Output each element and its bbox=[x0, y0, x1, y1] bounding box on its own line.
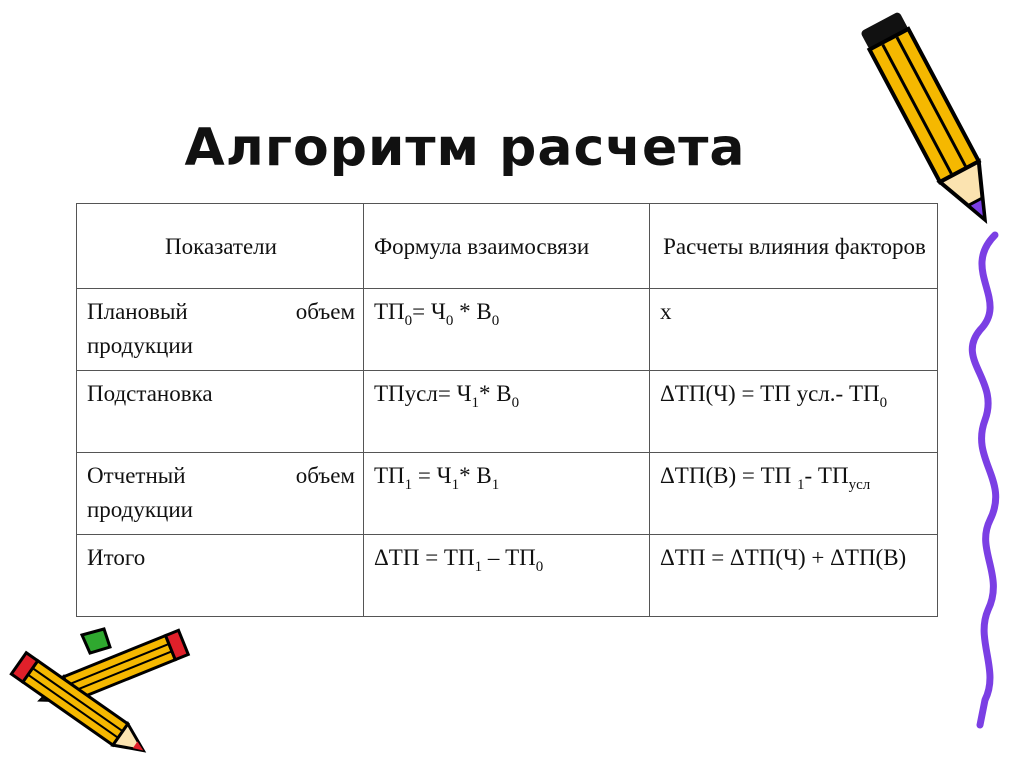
row-calc: х bbox=[650, 289, 938, 371]
row-label: Отчетный объем продукции bbox=[77, 453, 364, 535]
row-formula: ТПусл= $Ч_1*$ $В_0$ bbox=[364, 371, 650, 453]
table-row bbox=[77, 289, 938, 371]
row-label: Подстановка bbox=[77, 371, 364, 453]
row-calc: ΔТП = ΔТП(Ч) + ΔТП(В) bbox=[650, 535, 938, 617]
table-header-row bbox=[77, 204, 938, 289]
header-factor-calc: Расчеты влияния факторов bbox=[650, 204, 938, 289]
row-calc: ΔТП(Ч) = ТП усл.- $ТП_0$ bbox=[650, 371, 938, 453]
table-row bbox=[77, 535, 938, 617]
row-calc: ΔТП(В) = ТП $_1$- $ТП_{усл}$ bbox=[650, 453, 938, 535]
table-row bbox=[77, 453, 938, 535]
header-indicators: Показатели bbox=[77, 204, 364, 289]
squiggle-line-icon bbox=[950, 230, 1020, 730]
header-formula: Формула взаимосвязи bbox=[364, 204, 650, 289]
row-formula: $ТП_1 = Ч_1*$ $В_1$ bbox=[364, 453, 650, 535]
pencil-icon bbox=[858, 0, 1008, 245]
table-row bbox=[77, 371, 938, 453]
row-formula: $ТП_0= Ч_0 * В_0$ bbox=[364, 289, 650, 371]
algorithm-table bbox=[76, 203, 938, 617]
crossed-pencils-icon bbox=[0, 615, 210, 765]
row-formula: $\Delta ТП = ТП_1 - ТП_0$ bbox=[364, 535, 650, 617]
row-label: Плановый объем продукции bbox=[77, 289, 364, 371]
row-label: Итого bbox=[77, 535, 364, 617]
slide-title: Алгоритм расчета bbox=[184, 118, 746, 178]
